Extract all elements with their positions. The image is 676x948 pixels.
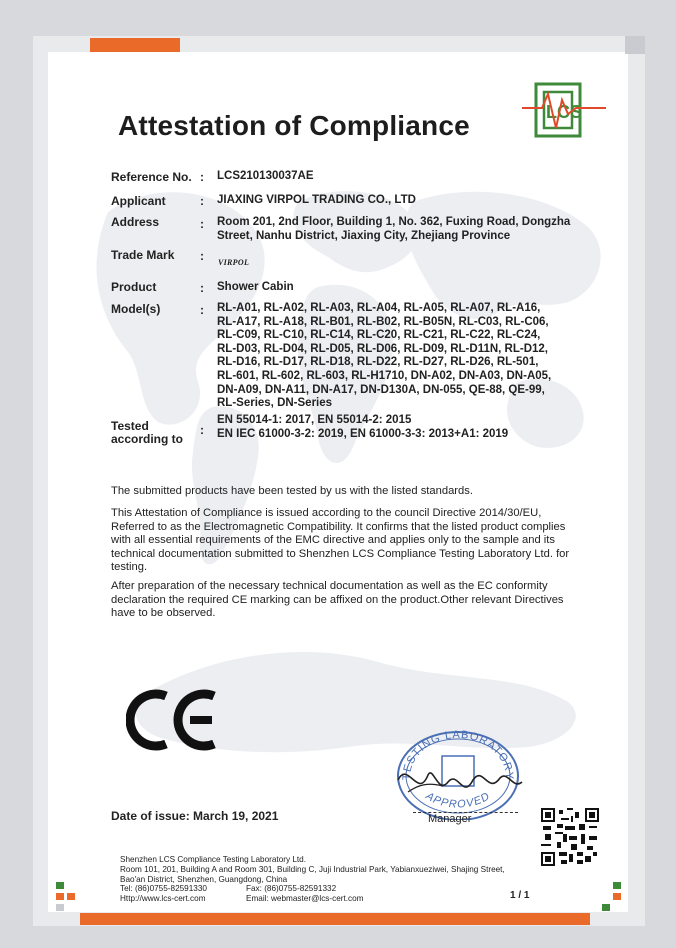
footer-email[interactable]: Email: webmaster@lcs-cert.com xyxy=(246,894,364,903)
address-line: Street, Nanhu District, Jiaxing City, Zhejiang Province xyxy=(217,229,511,242)
reference-label: Reference No. xyxy=(111,170,192,184)
page-title: Attestation of Compliance xyxy=(118,110,470,141)
paragraph-line: testing. xyxy=(111,561,148,574)
paragraph-marking xyxy=(111,580,564,621)
colon: : xyxy=(200,281,204,295)
lcs-logo xyxy=(520,78,610,142)
decor-square xyxy=(613,893,621,900)
models-list xyxy=(217,302,577,411)
paragraph-line: technical documentation submitted to Shenzhen LCS Compliance Testing Laboratory Ltd. for xyxy=(111,547,570,560)
tested-label xyxy=(111,420,183,446)
paragraph-line: Referred to as the Electromagnetic Compatibility. It confirms that the listed product complies xyxy=(111,520,566,533)
page-number: 1 / 1 xyxy=(510,890,530,901)
logo-letters: LCS xyxy=(546,102,582,122)
top-accent-bar xyxy=(90,38,180,52)
manager-label: Manager xyxy=(428,813,472,825)
footer-fax: Fax: (86)0755-82591332 xyxy=(246,884,337,893)
models-line: RL-A17, RL-A18, RL-B01, RL-B02, RL-B05N, RL-C03, RL-C06, xyxy=(217,315,549,328)
tested-label-line: according to xyxy=(111,432,184,446)
paragraph-line: After preparation of the necessary technical documentation as well as the EC conformity xyxy=(111,580,548,592)
colon: : xyxy=(200,217,204,231)
decor-square xyxy=(56,893,64,900)
decor-square xyxy=(602,904,610,911)
colon: : xyxy=(200,194,204,208)
models-label: Model(s) xyxy=(111,302,161,316)
decor-square xyxy=(56,904,64,911)
stamp-top-text: TESTING LABORATORY xyxy=(400,728,516,781)
bottom-accent-bar xyxy=(80,913,590,925)
paragraph-directive xyxy=(111,507,570,575)
reference-value: LCS210130037AE xyxy=(217,170,314,182)
paragraph-tested: The submitted products have been tested by us with the listed standards. xyxy=(111,485,473,497)
models-line: RL-D16, RL-D17, RL-D18, RL-D22, RL-D27, RL-D26, RL-501, xyxy=(217,356,539,369)
paragraph-line: This Attestation of Compliance is issued according to the council Directive 2014/30/EU, xyxy=(111,507,542,519)
colon: : xyxy=(200,249,204,263)
applicant-value: JIAXING VIRPOL TRADING CO., LTD xyxy=(217,194,416,206)
standard-line: EN IEC 61000-3-2: 2019, EN 61000-3-3: 2013+A1: 2019 xyxy=(217,427,509,440)
qr-code xyxy=(541,808,599,866)
models-line: RL-C09, RL-C10, RL-C14, RL-C20, RL-C21, RL-C22, RL-C24, xyxy=(217,329,541,342)
right-accent-bar xyxy=(625,36,645,54)
address-line: Room 201, 2nd Floor, Building 1, No. 362, Fuxing Road, Dongzha xyxy=(217,216,571,228)
colon: : xyxy=(200,423,204,437)
svg-text:TESTING LABORATORY xyxy=(401,729,515,781)
approval-stamp xyxy=(388,720,528,820)
colon: : xyxy=(200,303,204,317)
models-line: RL-A01, RL-A02, RL-A03, RL-A04, RL-A05, RL-A07, RL-A16, xyxy=(217,302,541,314)
paragraph-line: with all essential requirements of the EMC directive and applies only to the sample and its xyxy=(111,534,555,547)
footer-company: Shenzhen LCS Compliance Testing Laboratory Ltd. xyxy=(120,855,307,864)
ce-mark-text: CE xyxy=(126,688,128,689)
standard-line: EN 55014-1: 2017, EN 55014-2: 2015 xyxy=(217,414,412,426)
models-line: RL-601, RL-602, RL-603, RL-H1710, DN-A02, DN-A03, DN-A05, xyxy=(217,369,552,382)
footer-address xyxy=(120,855,505,884)
paragraph-line: declaration the required CE marking can be affixed on the product.Other relevant Directives xyxy=(111,593,564,606)
footer-website[interactable]: Http://www.lcs-cert.com xyxy=(120,894,206,903)
footer-line: Room 101, 201, Building A and Room 301, Building C, Juji Industrial Park, Yabianxueziwei, Shajing Street, xyxy=(120,864,505,874)
address-label: Address xyxy=(111,215,160,229)
models-line: DN-A09, DN-A11, DN-A17, DN-D130A, DN-055, QE-88, QE-99, xyxy=(217,383,545,396)
svg-text:APPROVED xyxy=(423,790,493,811)
paragraph-line: have to be observed. xyxy=(111,607,216,620)
models-line: RL-D03, RL-D04, RL-D05, RL-D06, RL-D09, RL-D11N, RL-D12, xyxy=(217,342,548,355)
decor-square xyxy=(67,893,75,900)
issue-date: Date of issue: March 19, 2021 xyxy=(111,809,279,823)
product-value: Shower Cabin xyxy=(217,281,294,293)
decor-square xyxy=(56,882,64,889)
footer-line: Bao'an District, Shenzhen, Guangdong, China xyxy=(120,874,288,884)
trademark-logo: VIRPOL xyxy=(218,258,250,267)
trademark-label: Trade Mark xyxy=(111,248,175,262)
tested-standards xyxy=(217,414,577,441)
decor-square xyxy=(613,882,621,889)
footer-tel: Tel: (86)0755-82591330 xyxy=(120,884,207,893)
tested-label-line: Tested xyxy=(111,419,149,433)
colon: : xyxy=(200,170,204,184)
ce-mark xyxy=(126,688,218,752)
applicant-label: Applicant xyxy=(111,194,166,208)
product-label: Product xyxy=(111,280,157,294)
address-value xyxy=(217,216,577,243)
stamp-bottom-text: APPROVED xyxy=(423,790,493,811)
models-line: RL-Series, DN-Series xyxy=(217,397,333,410)
